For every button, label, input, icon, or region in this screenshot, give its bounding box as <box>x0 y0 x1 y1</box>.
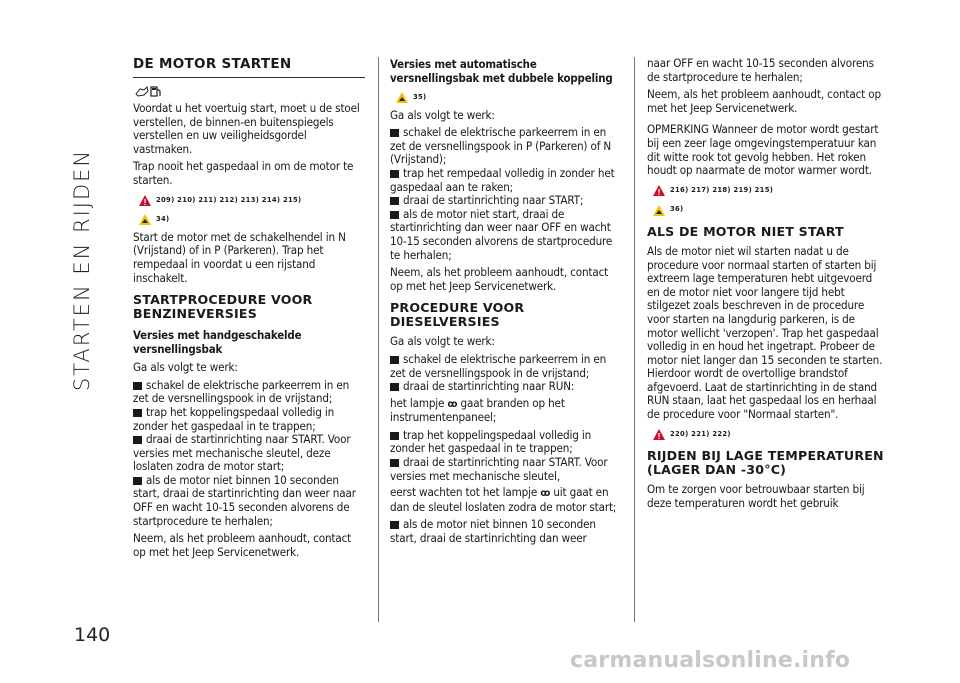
tail-text: Neem, als het probleem aanhoudt, contact op met het Jeep Servicenetwerk. <box>390 265 609 293</box>
watermark: carmanualsonline.info <box>570 648 851 673</box>
subsection-heading: Versies met automatische versnellingsbak met dubbele koppeling <box>390 57 613 85</box>
bullet-icon <box>390 129 399 137</box>
list-item: schakel de elektrische parkeerrem in en zet de versnellingspook in de vrijstand; <box>390 351 607 380</box>
intro-warning-text: Trap nooit het gaspedaal in om de motor te starten. <box>133 159 354 187</box>
glow-plug-icon: ꝏ <box>447 398 458 410</box>
list-item: draai de startinrichting naar START. Voor versies met mechanische sleutel, deze loslaten zodra de motor start; <box>133 432 351 474</box>
glow-plug-text: eerst wachten tot het lampje ꝏ uit gaat en dan de sleutel loslaten zodra de motor start; <box>390 485 617 514</box>
page-number: 140 <box>74 624 111 646</box>
body-text: Als de motor niet wil starten nadat u de procedure voor normaal starten of starten bij extreem lage temperaturen hebt uitgevoerd en de motor niet voor langere tijd hebt stilgezet zoals beschreven in de procedure voor starten na langdurig parkeren, is de motor wellicht 'verzopen'. Trap het gaspedaal volledig in en houd het ingetrapt. Probeer de motor niet langer dan 15 seconden te starten. Hierdoor wordt de overtollige brandstof afgevoerd. Laat de startinrichting in de stand RUN staan, laat het gaspedaal los en herhaal de procedure voor "Normaal starten". <box>647 243 883 422</box>
bullet-icon <box>133 409 142 417</box>
bullet-icon <box>390 197 399 205</box>
section-title: DE MOTOR STARTEN <box>133 57 365 78</box>
caution-hand-icon <box>139 214 151 225</box>
column-3 <box>647 57 885 514</box>
section-heading: ALS DE MOTOR NIET START <box>647 223 844 239</box>
list-item: draai de startinrichting naar START; <box>390 194 622 208</box>
list-item: als de motor niet start, draai de startinrichting dan weer naar OFF en wacht 10-15 seconden alvorens de startprocedure te herhalen; <box>390 206 613 262</box>
warning-refs: 216) 217) 218) 219) 215) <box>653 184 885 198</box>
lead-text: Ga als volgt te werk: <box>390 107 495 122</box>
body-text: Om te zorgen voor betrouwbaar starten bij deze temperaturen wordt het gebruik <box>647 482 865 510</box>
bullet-icon <box>133 477 142 485</box>
bullet-icon <box>390 211 399 219</box>
caution-refs: 34) <box>139 213 365 227</box>
column-1 <box>133 57 365 563</box>
fuel-pump-icon <box>149 84 163 98</box>
list-item: trap het rempedaal volledig in zonder het gaspedaal aan te raken; <box>390 165 615 194</box>
glow-plug-text: het lampje ꝏ gaat branden op het instrumentenpaneel; <box>390 395 565 425</box>
environment-icons <box>135 84 365 98</box>
lead-text: Ga als volgt te werk: <box>133 360 238 375</box>
list-item: draai de startinrichting naar START. Voor versies met mechanische sleutel, <box>390 455 608 483</box>
intro-text: Voordat u het voertuig start, moet u de stoel verstellen, de binnen-en buitenspiegels verstellen en uw veiligheidsgordel vastmaken. <box>133 101 360 156</box>
start-text: Start de motor met de schakelhendel in N (Vrijstand) of in P (Parkeren). Trap het rempedaal in voordat u een rijstand inschakelt. <box>133 229 346 285</box>
subsection-heading: Versies met handgeschakelde versnellingsbak <box>133 328 302 357</box>
list-item: als de motor niet binnen 10 seconden start, draai de startinrichting dan weer naar OFF en wacht 10-15 seconden alvorens de startprocedure te herhalen; <box>133 472 356 528</box>
caution-refs: 35) <box>396 91 622 105</box>
caution-refs: 36) <box>653 203 885 217</box>
column-divider <box>378 57 379 622</box>
warning-triangle-icon <box>139 195 151 206</box>
bullet-icon <box>390 521 399 529</box>
note-text: OPMERKING Wanneer de motor wordt gestart bij een zeer lage omgevingstemperatuur kan dit witte rook tot gevolg hebben. Het roken houdt op naarmate de motor warmer wordt. <box>647 122 879 178</box>
section-heading: RIJDEN BIJ LAGE TEMPERATUREN (LAGER DAN -30°C) <box>647 448 884 478</box>
warning-triangle-icon <box>653 429 665 440</box>
bullet-icon <box>390 432 399 440</box>
tail-text: Neem, als het probleem aanhoudt, contact op met het Jeep Servicenetwerk. <box>647 87 881 115</box>
bullet-icon <box>133 382 142 390</box>
list-item: trap het koppelingspedaal volledig in zonder het gaspedaal in te trappen; <box>390 427 592 456</box>
continued-text: naar OFF en wacht 10-15 seconden alvorens de startprocedure te herhalen; <box>647 56 874 84</box>
tail-text: Neem, als het probleem aanhoudt, contact op met het Jeep Servicenetwerk. <box>133 531 352 559</box>
list-item: draai de startinrichting naar RUN: <box>390 380 622 394</box>
warning-triangle-icon <box>653 185 665 196</box>
list-item: schakel de elektrische parkeerrem in en zet de versnellingspook in de vrijstand; <box>133 377 350 406</box>
bullet-icon <box>390 356 399 364</box>
list-item: als de motor niet binnen 10 seconden start, draai de startinrichting dan weer <box>390 517 596 546</box>
hand-icon <box>135 85 149 97</box>
caution-hand-icon <box>653 205 665 216</box>
bullet-icon <box>390 459 399 467</box>
column-divider <box>634 57 635 622</box>
bullet-icon <box>133 436 142 444</box>
section-heading: PROCEDURE VOOR DIESELVERSIES <box>390 300 525 330</box>
list-item: schakel de elektrische parkeerrem in en zet de versnellingspook in P (Parkeren) of N (Vrijstand); <box>390 125 612 167</box>
lead-text: Ga als volgt te werk: <box>390 334 495 349</box>
section-heading: STARTPROCEDURE VOOR BENZINEVERSIES <box>133 292 313 322</box>
caution-hand-icon <box>396 92 408 103</box>
bullet-icon <box>390 170 399 178</box>
column-2 <box>390 57 622 546</box>
warning-refs: 209) 210) 211) 212) 213) 214) 215) <box>139 194 365 208</box>
list-item: trap het koppelingspedaal volledig in zonder het gaspedaal in te trappen; <box>133 404 335 433</box>
bullet-icon <box>390 383 399 391</box>
warning-refs: 220) 221) 222) <box>653 428 885 442</box>
glow-plug-icon: ꝏ <box>540 488 551 500</box>
